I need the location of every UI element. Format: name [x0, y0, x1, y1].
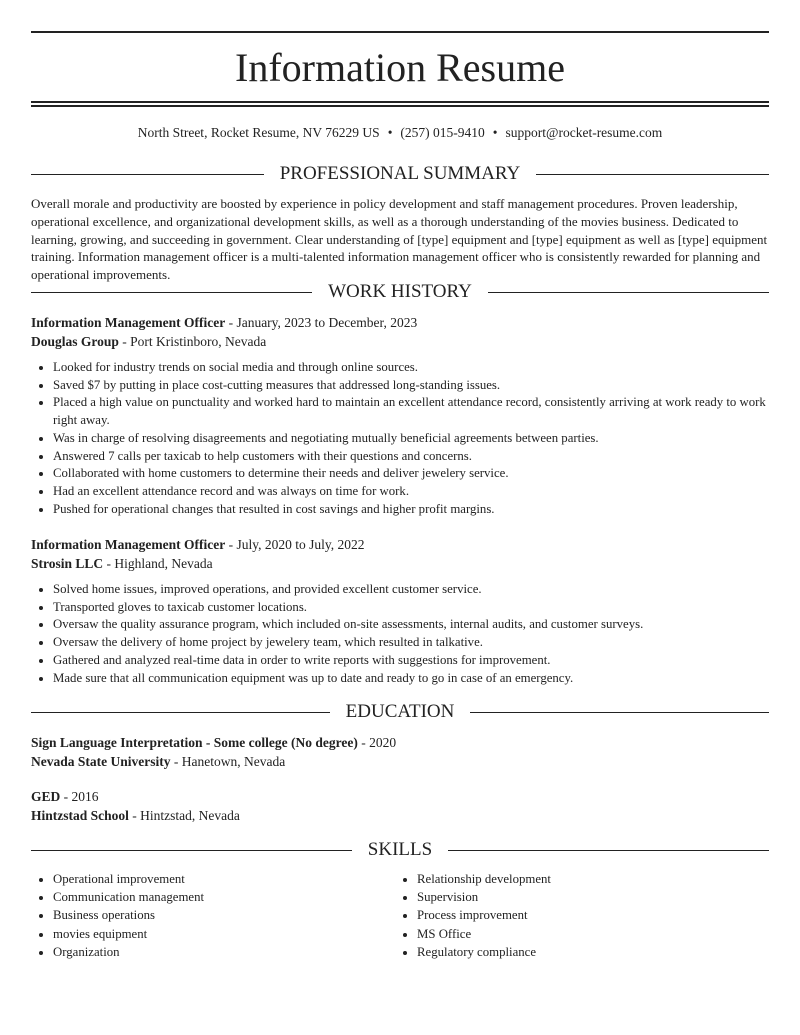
list-item: • Solved home issues, improved operations, and provided excellent customer service. — [53, 581, 791, 599]
degree-name: Sign Language Interpretation - Some college (No degree) — [31, 735, 358, 750]
contact-separator: • — [492, 125, 498, 140]
skills-list-right — [395, 870, 769, 961]
list-item: • Collaborated with home customers to determine their needs and deliver jewelery service. — [53, 465, 791, 483]
school-name: Hintzstad School — [31, 808, 129, 823]
employer-location: - Highland, Nevada — [103, 556, 213, 571]
list-item: • Was in charge of resolving disagreements and negotiating mutually beneficial agreements between parties. — [53, 430, 791, 448]
employer-line — [31, 554, 769, 573]
school-location: - Hanetown, Nevada — [170, 754, 286, 769]
list-item: • Had an excellent attendance record and was always on time for work. — [53, 483, 791, 501]
contact-phone: (257) 015-9410 — [400, 125, 485, 140]
job-title-line — [31, 535, 769, 554]
skill-item: • Process improvement — [417, 906, 769, 924]
education-entry — [31, 787, 769, 825]
education-entry — [31, 733, 769, 771]
title-rule-lower — [31, 105, 769, 107]
top-rule — [31, 31, 769, 33]
heading-rule — [536, 174, 769, 175]
contact-separator: • — [387, 125, 393, 140]
skills-list-left — [31, 870, 393, 961]
job-dates: - July, 2020 to July, 2022 — [225, 537, 365, 552]
job-bullets — [31, 359, 791, 518]
employer-name: Douglas Group — [31, 334, 119, 349]
section-heading-work — [31, 280, 769, 304]
employer-name: Strosin LLC — [31, 556, 104, 571]
work-entry — [31, 535, 769, 573]
heading-rule — [31, 850, 352, 851]
resume-title: Information Resume — [235, 45, 565, 90]
job-title: Information Management Officer — [31, 537, 226, 552]
list-item: • Transported gloves to taxicab customer locations. — [53, 599, 791, 617]
skill-item: • Organization — [53, 943, 393, 961]
list-item: • Made sure that all communication equipment was up to date and ready to go in case of an emergency. — [53, 670, 791, 688]
list-item: • Looked for industry trends on social media and through online sources. — [53, 359, 791, 377]
school-name: Nevada State University — [31, 754, 171, 769]
degree-name: GED — [31, 789, 61, 804]
heading-rule — [31, 292, 312, 293]
job-dates: - January, 2023 to December, 2023 — [225, 315, 418, 330]
degree-line — [31, 787, 769, 806]
skill-item: • Operational improvement — [53, 870, 393, 888]
section-heading-education — [31, 700, 769, 724]
skill-item: • Supervision — [417, 888, 769, 906]
skill-item: • movies equipment — [53, 925, 393, 943]
contact-address: North Street, Rocket Resume, NV 76229 US — [137, 125, 380, 140]
heading-text: EDUCATION — [345, 701, 455, 722]
contact-email[interactable]: support@rocket-resume.com — [505, 125, 663, 140]
list-item: • Oversaw the delivery of home project by jewelery team, which resulted in talkative. — [53, 634, 791, 652]
heading-text: SKILLS — [367, 839, 433, 860]
employer-location: - Port Kristinboro, Nevada — [118, 334, 267, 349]
list-item: • Answered 7 calls per taxicab to help customers with their questions and concerns. — [53, 448, 791, 466]
list-item: • Saved $7 by putting in place cost-cutting measures that addressed long-standing issues. — [53, 377, 791, 395]
job-bullets — [31, 581, 791, 687]
skill-item: • Relationship development — [417, 870, 769, 888]
employer-line — [31, 332, 769, 351]
list-item: • Gathered and analyzed real-time data in order to write reports with suggestions for improvement. — [53, 652, 791, 670]
list-item: • Oversaw the quality assurance program, which included on-site assessments, internal audits, and customer surveys. — [53, 616, 791, 634]
summary-paragraph: Overall morale and productivity are boosted by experience in policy development and staff management procedures. Proven leadership, operational excellence, and organizational development skills, as well as a thorough understanding of the movies business. Dedicated to learning, growing, and succeeding in government. Clear understanding of [type] equipment and [type] equipment as well as [type] equipment training. Information management officer is a multi-talented information management officer who is consistently rewarded for planning and operational improvements. — [31, 196, 768, 283]
job-title-line — [31, 313, 769, 332]
degree-year: - 2020 — [357, 735, 397, 750]
heading-rule — [448, 850, 769, 851]
degree-line — [31, 733, 769, 752]
school-line — [31, 806, 769, 825]
heading-rule — [470, 712, 769, 713]
heading-text: WORK HISTORY — [328, 281, 472, 302]
list-item: • Placed a high value on punctuality and worked hard to maintain an excellent attendance record, consistently arriving at work ready to work right away. — [53, 394, 791, 429]
school-location: - Hintzstad, Nevada — [128, 808, 240, 823]
degree-year: - 2016 — [60, 789, 99, 804]
heading-rule — [31, 712, 330, 713]
skill-item: • Communication management — [53, 888, 393, 906]
contact-line — [31, 124, 769, 142]
skill-item: • Regulatory compliance — [417, 943, 769, 961]
heading-rule — [31, 174, 264, 175]
heading-rule — [488, 292, 769, 293]
heading-text: PROFESSIONAL SUMMARY — [279, 163, 521, 184]
list-item: • Pushed for operational changes that resulted in cost savings and higher profit margins. — [53, 501, 791, 519]
job-title: Information Management Officer — [31, 315, 226, 330]
skill-item: • Business operations — [53, 906, 393, 924]
section-heading-summary — [31, 162, 769, 186]
work-entry — [31, 313, 769, 351]
school-line — [31, 752, 769, 771]
title-rule-upper — [31, 101, 769, 103]
section-heading-skills — [31, 838, 769, 862]
skill-item: • MS Office — [417, 925, 769, 943]
